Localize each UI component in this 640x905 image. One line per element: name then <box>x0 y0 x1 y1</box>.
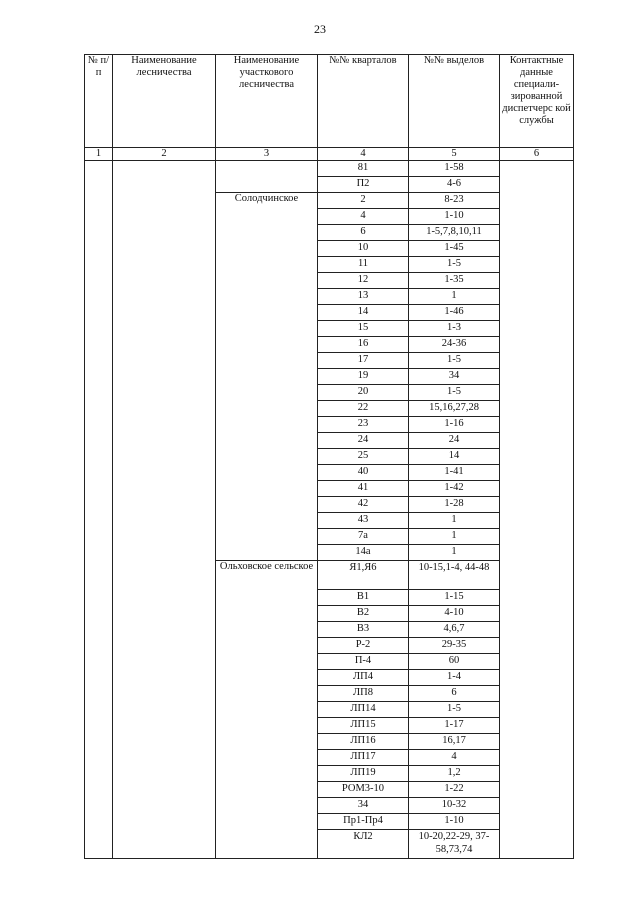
header-allotments: №№ выделов <box>409 55 500 148</box>
allotment-numbers: 14 <box>409 449 500 465</box>
page-number: 23 <box>314 22 326 36</box>
allotment-numbers: 4 <box>409 750 500 766</box>
allotment-numbers: 1-41 <box>409 465 500 481</box>
quarter-number: 19 <box>318 369 409 385</box>
allotment-numbers: 1-5 <box>409 385 500 401</box>
allotment-numbers: 1-10 <box>409 814 500 830</box>
quarter-number: Р-2 <box>318 638 409 654</box>
allotment-numbers: 1-46 <box>409 305 500 321</box>
num-cell <box>85 161 113 859</box>
contacts-cell <box>500 161 574 859</box>
table-row <box>85 161 574 177</box>
quarter-number: КЛ2 <box>318 830 409 859</box>
allotment-numbers: 10-20,22-29, 37-58,73,74 <box>409 830 500 859</box>
allotment-numbers: 1-28 <box>409 497 500 513</box>
header-quarters: №№ кварталов <box>318 55 409 148</box>
quarter-number: В2 <box>318 606 409 622</box>
quarter-number: 14 <box>318 305 409 321</box>
quarter-number: 2 <box>318 193 409 209</box>
quarter-number: 43 <box>318 513 409 529</box>
quarter-number: Я1,Я6 <box>318 561 409 590</box>
allotment-numbers: 16,17 <box>409 734 500 750</box>
quarter-number: 14а <box>318 545 409 561</box>
district-forestry-name <box>216 161 318 193</box>
header-district-forestry: Наименование участкового лесничества <box>216 55 318 148</box>
column-number: 2 <box>113 148 216 161</box>
allotment-numbers: 24 <box>409 433 500 449</box>
quarter-number: ЛП19 <box>318 766 409 782</box>
allotment-numbers: 29-35 <box>409 638 500 654</box>
allotment-numbers: 1-5,7,8,10,11 <box>409 225 500 241</box>
quarter-number: 4 <box>318 209 409 225</box>
allotment-numbers: 1-22 <box>409 782 500 798</box>
header-contacts: Контактные данные специали- зированной диспетчерс кой службы <box>500 55 574 148</box>
allotment-numbers: 1-42 <box>409 481 500 497</box>
forestry-table <box>84 54 574 859</box>
allotment-numbers: 1-4 <box>409 670 500 686</box>
quarter-number: ЛП4 <box>318 670 409 686</box>
allotment-numbers: 1 <box>409 513 500 529</box>
quarter-number: 15 <box>318 321 409 337</box>
allotment-numbers: 6 <box>409 686 500 702</box>
quarter-number: 25 <box>318 449 409 465</box>
allotment-numbers: 1-5 <box>409 353 500 369</box>
header-num: № п/п <box>85 55 113 148</box>
quarter-number: ЛП14 <box>318 702 409 718</box>
column-number: 1 <box>85 148 113 161</box>
allotment-numbers: 1-5 <box>409 702 500 718</box>
allotment-numbers: 1-45 <box>409 241 500 257</box>
quarter-number: 41 <box>318 481 409 497</box>
quarter-number: 17 <box>318 353 409 369</box>
allotment-numbers: 1-3 <box>409 321 500 337</box>
allotment-numbers: 1,2 <box>409 766 500 782</box>
quarter-number: 40 <box>318 465 409 481</box>
allotment-numbers: 1-15 <box>409 590 500 606</box>
header-forestry: Наименование лесничества <box>113 55 216 148</box>
header-row <box>85 55 574 148</box>
quarter-number: 16 <box>318 337 409 353</box>
quarter-number: Пр1-Пр4 <box>318 814 409 830</box>
allotment-numbers: 1-16 <box>409 417 500 433</box>
quarter-number: ЛП15 <box>318 718 409 734</box>
quarter-number: 23 <box>318 417 409 433</box>
allotment-numbers: 60 <box>409 654 500 670</box>
allotment-numbers: 24-36 <box>409 337 500 353</box>
forestry-cell <box>113 161 216 859</box>
allotment-numbers: 1 <box>409 545 500 561</box>
allotment-numbers: 1-10 <box>409 209 500 225</box>
allotment-numbers: 10-32 <box>409 798 500 814</box>
quarter-number: РОМ3-10 <box>318 782 409 798</box>
allotment-numbers: 4-6 <box>409 177 500 193</box>
allotment-numbers: 1-35 <box>409 273 500 289</box>
column-number-row <box>85 148 574 161</box>
quarter-number: ЛП8 <box>318 686 409 702</box>
allotment-numbers: 1 <box>409 529 500 545</box>
quarter-number: 22 <box>318 401 409 417</box>
column-number: 3 <box>216 148 318 161</box>
quarter-number: 7а <box>318 529 409 545</box>
allotment-numbers: 4-10 <box>409 606 500 622</box>
quarter-number: 6 <box>318 225 409 241</box>
quarter-number: 11 <box>318 257 409 273</box>
quarter-number: 24 <box>318 433 409 449</box>
allotment-numbers: 1-58 <box>409 161 500 177</box>
district-forestry-name: Ольховское сельское <box>216 561 318 859</box>
quarter-number: П-4 <box>318 654 409 670</box>
quarter-number: 13 <box>318 289 409 305</box>
allotment-numbers: 1-5 <box>409 257 500 273</box>
quarter-number: 42 <box>318 497 409 513</box>
quarter-number: ЛП16 <box>318 734 409 750</box>
column-number: 5 <box>409 148 500 161</box>
quarter-number: П2 <box>318 177 409 193</box>
allotment-numbers: 34 <box>409 369 500 385</box>
allotment-numbers: 15,16,27,28 <box>409 401 500 417</box>
quarter-number: 81 <box>318 161 409 177</box>
allotment-numbers: 1 <box>409 289 500 305</box>
allotment-numbers: 8-23 <box>409 193 500 209</box>
quarter-number: 20 <box>318 385 409 401</box>
quarter-number: 10 <box>318 241 409 257</box>
allotment-numbers: 4,6,7 <box>409 622 500 638</box>
quarter-number: 34 <box>318 798 409 814</box>
quarter-number: ЛП17 <box>318 750 409 766</box>
district-forestry-name: Солодчинское <box>216 193 318 561</box>
allotment-numbers: 1-17 <box>409 718 500 734</box>
quarter-number: 12 <box>318 273 409 289</box>
table-body <box>85 161 574 859</box>
column-number: 4 <box>318 148 409 161</box>
allotment-numbers: 10-15,1-4, 44-48 <box>409 561 500 590</box>
column-number: 6 <box>500 148 574 161</box>
quarter-number: В1 <box>318 590 409 606</box>
quarter-number: В3 <box>318 622 409 638</box>
